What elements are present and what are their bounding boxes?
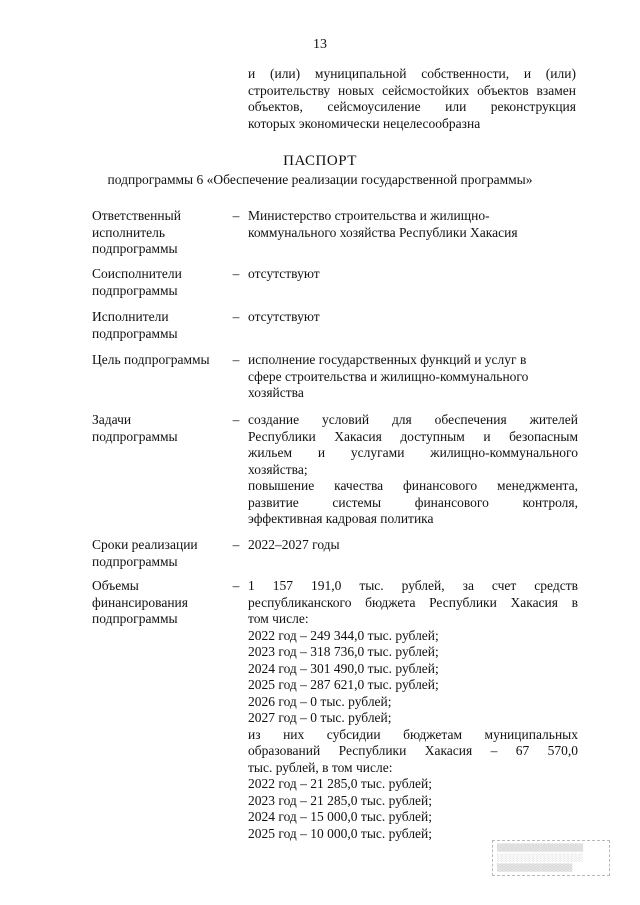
value-line: 2023 год – 21 285,0 тыс. рублей; xyxy=(248,792,433,808)
row-dash: – xyxy=(232,352,240,367)
passport-title: ПАСПОРТ xyxy=(283,153,357,169)
intro-line: объектов, сейсмоусиление или реконструкция xyxy=(248,99,576,114)
value-line: исполнение государственных функций и услуг в xyxy=(248,352,527,367)
row-dash: – xyxy=(232,412,240,427)
row-label xyxy=(92,266,228,299)
label-line: подпрограммы xyxy=(92,325,178,341)
row-label xyxy=(92,208,228,258)
label-line: Исполнители xyxy=(92,309,169,324)
value-line: 2027 год – 0 тыс. рублей; xyxy=(248,710,392,725)
value-line: 2026 год – 0 тыс. рублей; xyxy=(248,693,392,709)
passport-subtitle: подпрограммы 6 «Обеспечение реализации государственной программы» xyxy=(107,172,533,187)
row-value xyxy=(248,309,578,326)
label-line: подпрограммы xyxy=(92,282,178,298)
value-line: республиканского бюджета Республики Хакасия в xyxy=(248,594,578,610)
value-line: создание условий для обеспечения жителей xyxy=(248,412,578,427)
row-value xyxy=(248,266,578,283)
row-dash: – xyxy=(232,537,240,552)
label-line: Цель подпрограммы xyxy=(92,352,210,367)
value-line: Республики Хакасия доступным и безопасным xyxy=(248,428,578,444)
row-label xyxy=(92,537,228,570)
value-line: 2022 год – 249 344,0 тыс. рублей; xyxy=(248,627,439,643)
electronic-signature-stamp: ▒▒▒▒▒▒▒▒▒▒▒▒▒▒▒▒ ░░░░░░░░░░░░░░░░ ▒▒▒▒▒▒▒▒▒▒▒▒▒▒ xyxy=(492,840,610,876)
value-line: 1 157 191,0 тыс. рублей, за счет средств xyxy=(248,578,578,593)
value-line: 2022–2027 годы xyxy=(248,537,340,552)
row-dash: – xyxy=(232,266,240,281)
intro-line: и (или) муниципальной собственности, и (или) xyxy=(248,66,576,81)
value-line: тыс. рублей, в том числе: xyxy=(248,759,393,775)
value-line: 2025 год – 10 000,0 тыс. рублей; xyxy=(248,825,433,841)
row-value xyxy=(248,352,578,402)
value-line: повышение качества финансового менеджмента, xyxy=(248,478,578,493)
value-line: 2024 год – 301 490,0 тыс. рублей; xyxy=(248,660,439,676)
value-line: коммунального хозяйства Республики Хакасия xyxy=(248,224,518,240)
value-line: хозяйства xyxy=(248,385,304,400)
row-label xyxy=(92,412,228,445)
value-line: развитие системы финансового контроля, xyxy=(248,494,578,510)
label-line: Ответственный xyxy=(92,208,181,223)
page-number: 13 xyxy=(313,37,327,52)
value-line: 2023 год – 318 736,0 тыс. рублей; xyxy=(248,644,439,659)
label-line: Сроки реализации xyxy=(92,537,198,552)
intro-line: которых экономически нецелесообразна xyxy=(248,115,481,131)
row-dash: – xyxy=(232,208,240,223)
value-line: эффективная кадровая политика xyxy=(248,511,434,526)
label-line: Объемы xyxy=(92,578,139,593)
row-value xyxy=(248,537,578,554)
intro-text xyxy=(248,66,576,132)
intro-line: строительству новых сейсмостойких объектов взамен xyxy=(248,82,576,98)
row-label xyxy=(92,309,228,342)
row-value xyxy=(248,412,578,528)
value-line: том числе: xyxy=(248,611,309,626)
label-line: исполнитель xyxy=(92,224,165,240)
value-line: образований Республики Хакасия – 67 570,0 xyxy=(248,743,578,758)
value-line: 2025 год – 287 621,0 тыс. рублей; xyxy=(248,677,439,692)
label-line: финансирования xyxy=(92,594,188,610)
label-line: подпрограммы xyxy=(92,553,178,569)
label-line: подпрограммы xyxy=(92,241,178,256)
row-dash: – xyxy=(232,578,240,593)
value-line: отсутствуют xyxy=(248,309,320,324)
value-line: отсутствуют xyxy=(248,266,320,281)
row-value xyxy=(248,208,578,241)
value-line: хозяйства; xyxy=(248,461,308,477)
row-label xyxy=(92,352,228,369)
value-line: сфере строительства и жилищно-коммунального xyxy=(248,368,529,384)
row-value xyxy=(248,578,578,842)
value-line: жильем и услугами жилищно-коммунального xyxy=(248,445,578,460)
label-line: подпрограммы xyxy=(92,611,178,626)
value-line: 2022 год – 21 285,0 тыс. рублей; xyxy=(248,776,433,791)
label-line: Задачи xyxy=(92,412,132,427)
label-line: Соисполнители xyxy=(92,266,182,281)
row-dash: – xyxy=(232,309,240,324)
value-line: из них субсидии бюджетам муниципальных xyxy=(248,726,578,742)
label-line: подпрограммы xyxy=(92,428,178,444)
row-label xyxy=(92,578,228,628)
value-line: Министерство строительства и жилищно- xyxy=(248,208,490,223)
value-line: 2024 год – 15 000,0 тыс. рублей; xyxy=(248,809,433,824)
